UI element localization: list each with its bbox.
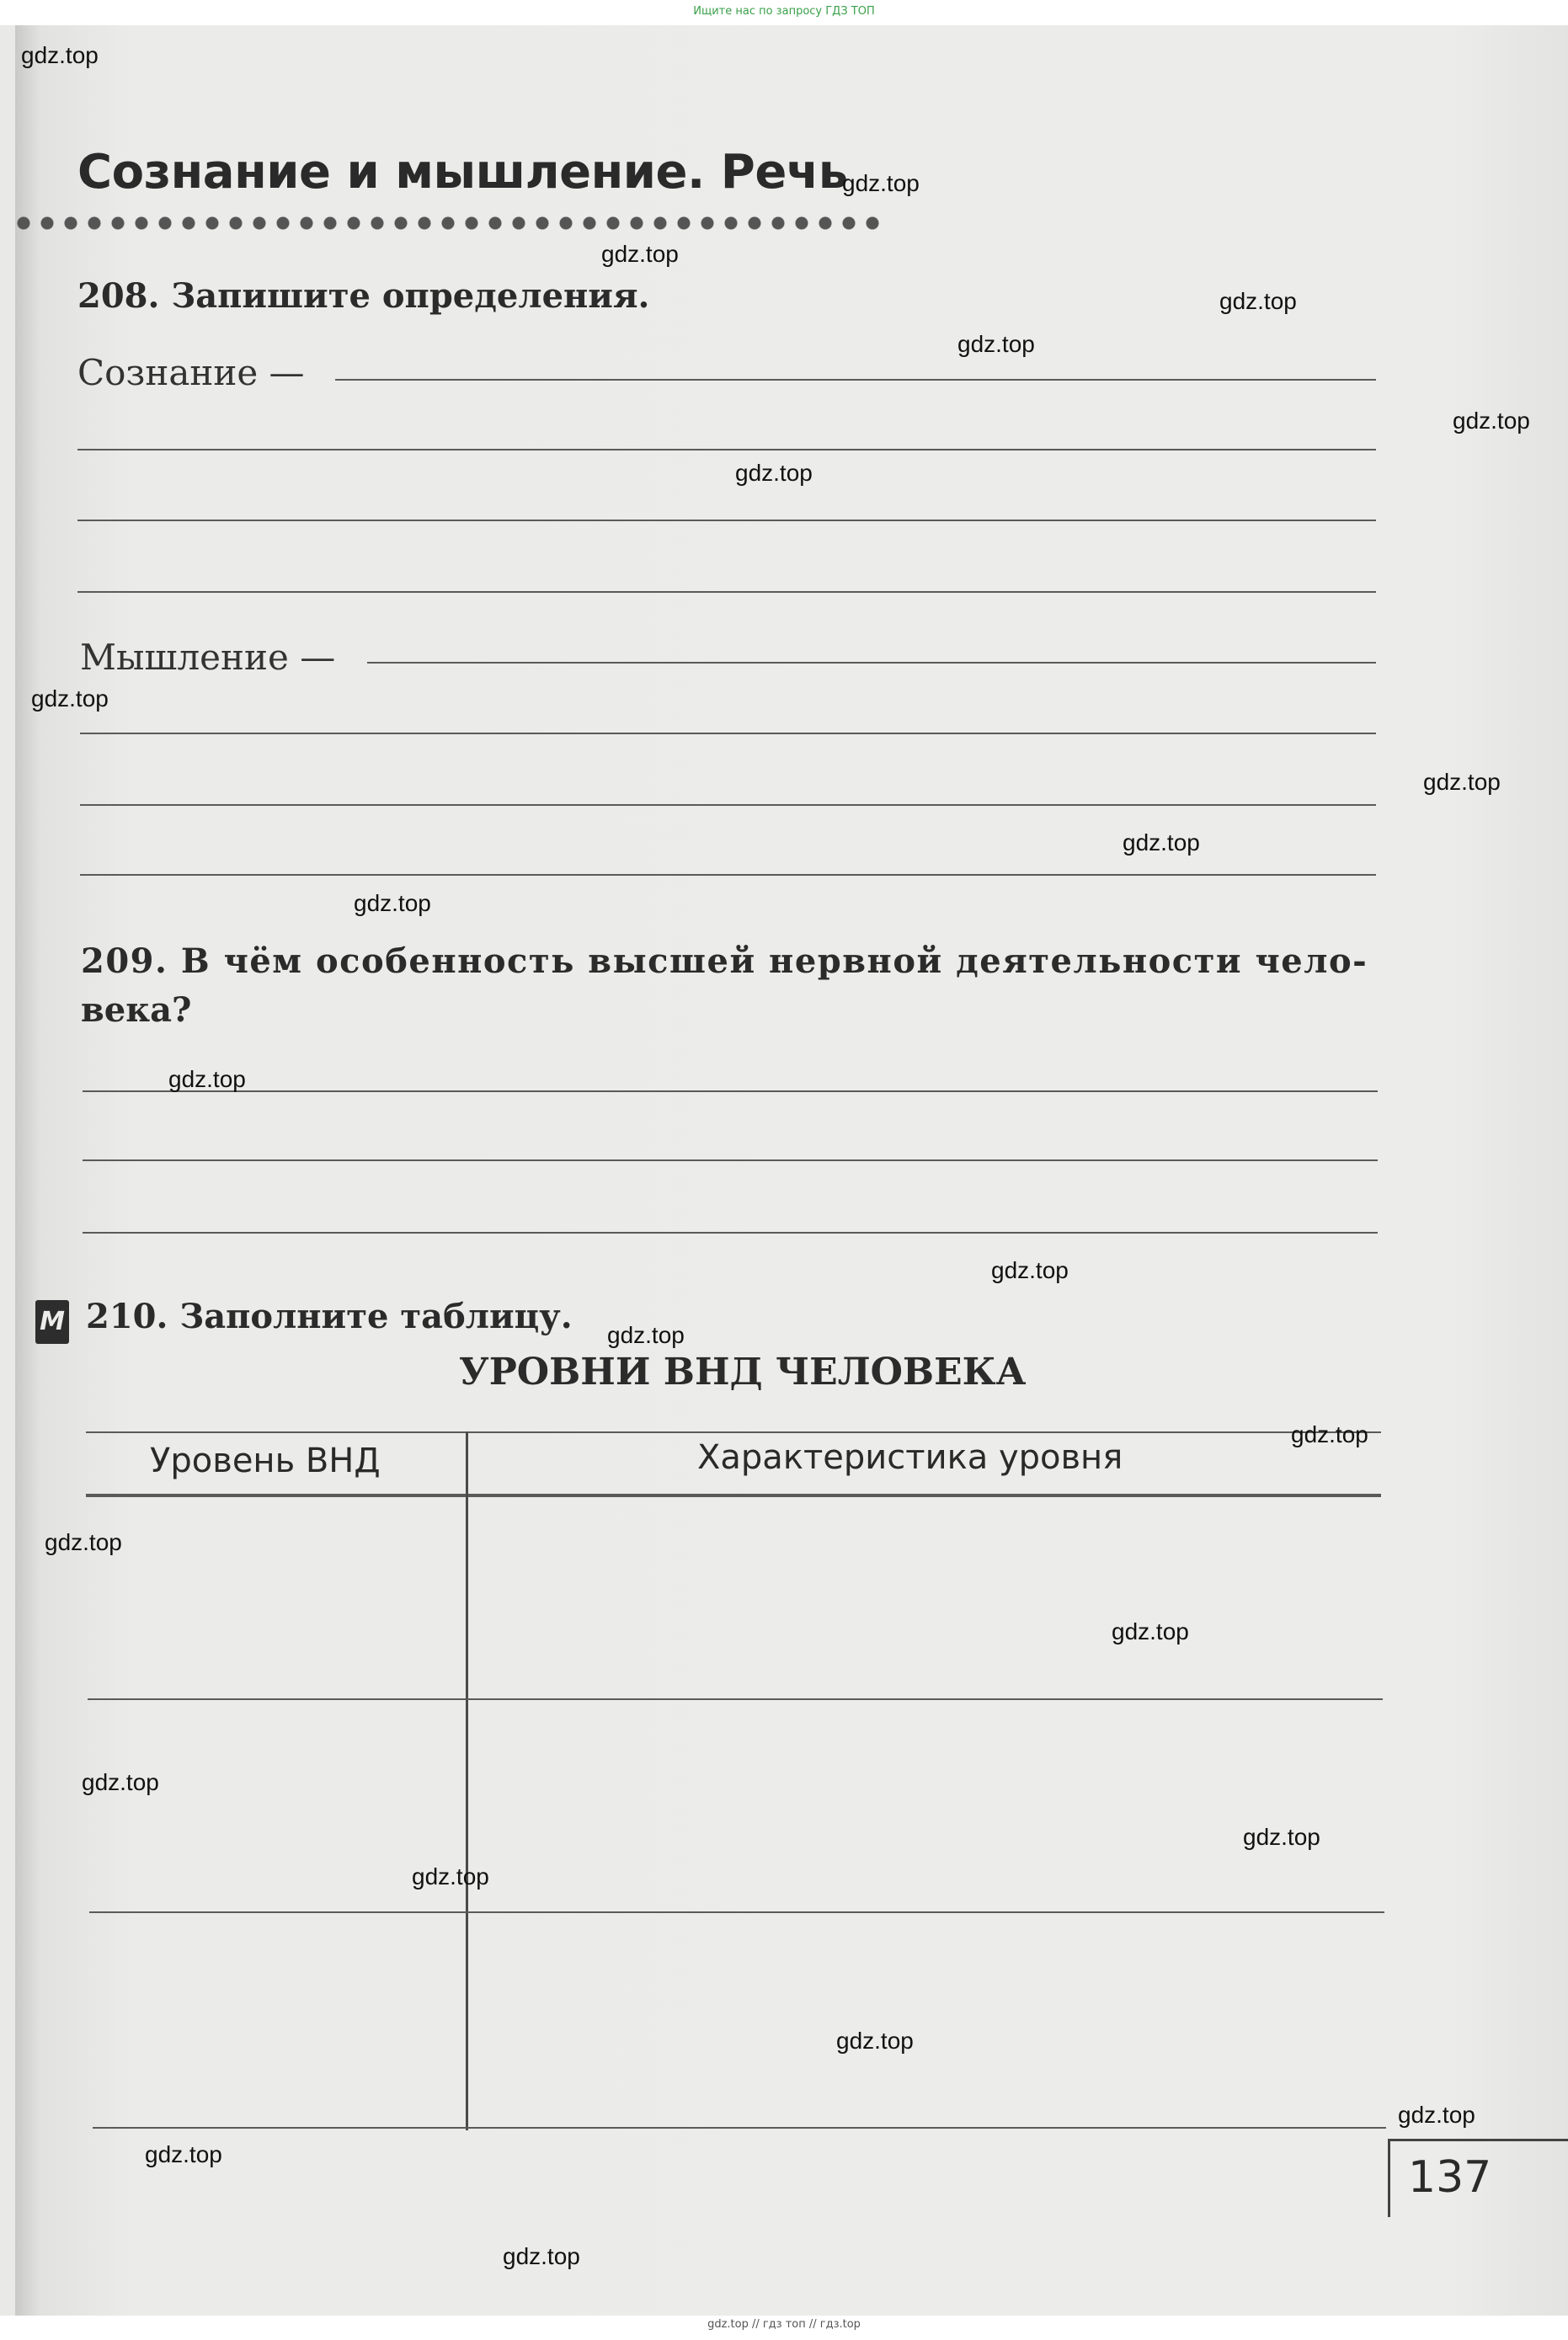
watermark-text: gdz.top — [31, 685, 109, 712]
search-hint-link[interactable]: Ищите нас по запросу ГДЗ ТОП — [693, 5, 875, 18]
page-number: 137 — [1408, 2152, 1492, 2203]
task-209-heading-line2: века? — [81, 990, 192, 1030]
watermark-text: gdz.top — [957, 331, 1035, 357]
footer-text: gdz.top // гдз топ // гдз.top — [707, 2318, 861, 2331]
table-title: УРОВНИ ВНД ЧЕЛОВЕКА — [459, 1351, 1027, 1394]
watermark-text: gdz.top — [21, 42, 99, 68]
watermark-text: gdz.top — [145, 2141, 222, 2167]
watermark-text: gdz.top — [1453, 408, 1530, 434]
watermark-text: gdz.top — [1291, 1421, 1368, 1447]
watermark-text: gdz.top — [1423, 769, 1501, 795]
watermark-text: gdz.top — [1243, 1824, 1320, 1850]
watermark-text: gdz.top — [1123, 829, 1200, 856]
answer-line[interactable] — [83, 1090, 1378, 1092]
watermark-text: gdz.top — [991, 1257, 1069, 1283]
watermark-text: gdz.top — [412, 1863, 489, 1890]
watermark-text: gdz.top — [82, 1769, 159, 1795]
answer-line[interactable] — [83, 1232, 1378, 1234]
answer-line[interactable] — [77, 520, 1376, 521]
watermark-text: gdz.top — [842, 170, 920, 196]
answer-line[interactable] — [80, 804, 1376, 806]
term-thinking: Мышление — — [80, 637, 336, 678]
answer-line[interactable] — [77, 591, 1376, 593]
term-consciousness: Сознание — — [77, 352, 305, 393]
watermark-text: gdz.top — [45, 1529, 122, 1555]
section-title: Сознание и мышление. Речь — [77, 145, 848, 200]
answer-line[interactable] — [367, 662, 1376, 664]
answer-line[interactable] — [335, 379, 1376, 381]
table-header-border — [86, 1494, 1381, 1497]
marker-m-icon: М — [35, 1300, 69, 1344]
task-210-heading: 210. Заполните таблицу. — [86, 1297, 573, 1336]
task-208-heading: 208. Запишите определения. — [77, 276, 650, 316]
watermark-text: gdz.top — [503, 2243, 580, 2269]
watermark-text: gdz.top — [1112, 1618, 1189, 1644]
watermark-text: gdz.top — [735, 460, 813, 486]
task-209-heading-line1: 209. В чём особенность высшей нервной деятельности чело- — [81, 941, 1368, 981]
watermark-text: gdz.top — [1398, 2102, 1475, 2128]
table-bottom-border — [93, 2127, 1386, 2129]
table-row-border[interactable] — [89, 1911, 1384, 1913]
watermark-text: gdz.top — [354, 890, 431, 916]
watermark-text: gdz.top — [607, 1322, 685, 1348]
column-header-level: Уровень ВНД — [150, 1442, 381, 1480]
table-row-border[interactable] — [88, 1698, 1383, 1700]
answer-line[interactable] — [80, 874, 1376, 876]
table-column-divider — [466, 1431, 468, 2130]
table-top-border — [86, 1431, 1381, 1433]
watermark-text: gdz.top — [836, 2028, 914, 2054]
column-header-characteristic: Характеристика уровня — [697, 1438, 1123, 1477]
answer-line[interactable] — [80, 733, 1376, 734]
watermark-text: gdz.top — [601, 241, 679, 267]
answer-line[interactable] — [77, 449, 1376, 450]
watermark-text: gdz.top — [168, 1066, 246, 1092]
dotted-divider — [12, 214, 888, 232]
watermark-text: gdz.top — [1219, 288, 1297, 314]
answer-line[interactable] — [83, 1159, 1378, 1161]
